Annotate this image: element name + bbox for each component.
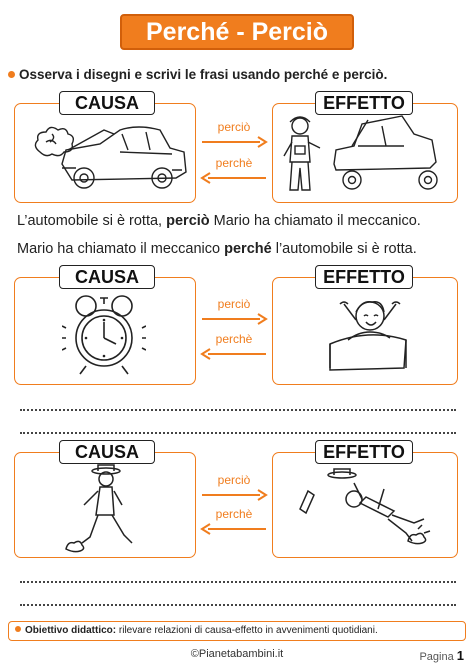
instruction	[8, 67, 387, 82]
objective-label: Obiettivo didattico:	[25, 625, 117, 636]
example-sentence-1: L’automobile si è rotta, perciò Mario ha chiamato il meccanico.	[17, 213, 421, 229]
arrow-label-backward: perchè	[215, 156, 253, 170]
instruction-text: Osserva i disegni e scrivi le frasi usando perché e perciò.	[19, 67, 388, 82]
walking-man-illustration	[62, 463, 152, 555]
mechanic-car-illustration	[278, 112, 454, 198]
cause-label: CAUSA	[59, 91, 155, 115]
arrow-right-icon	[200, 488, 268, 502]
waking-child-illustration	[326, 290, 408, 374]
arrow-label-backward: perchè	[215, 332, 253, 346]
objective-box	[8, 621, 466, 641]
answer-line[interactable]	[20, 604, 456, 606]
bullet-icon	[15, 626, 21, 632]
arrow-label-forward: perciò	[217, 473, 251, 487]
arrow-label-forward: perciò	[217, 120, 251, 134]
page-title: Perché - Perciò	[120, 14, 354, 50]
site-credit: ©Pianetabambini.it	[190, 648, 284, 660]
arrow-right-icon	[200, 135, 268, 149]
arrow-left-icon	[200, 347, 268, 361]
page-number: Pagina 1	[419, 648, 464, 663]
arrow-left-icon	[200, 522, 268, 536]
answer-line[interactable]	[20, 581, 456, 583]
arrow-left-icon	[200, 171, 268, 185]
effect-label: EFFETTO	[315, 440, 413, 464]
arrow-label-forward: perciò	[217, 297, 251, 311]
effect-label: EFFETTO	[315, 91, 413, 115]
answer-line[interactable]	[20, 432, 456, 434]
alarm-clock-illustration	[62, 292, 146, 378]
arrow-right-icon	[200, 312, 268, 326]
example-sentence-2: Mario ha chiamato il meccanico perché l’automobile si è rotta.	[17, 241, 417, 257]
arrow-label-backward: perchè	[215, 507, 253, 521]
broken-car-illustration	[22, 112, 190, 196]
cause-label: CAUSA	[59, 265, 155, 289]
objective-text: rilevare relazioni di causa-effetto in avvenimenti quotidiani.	[116, 625, 378, 636]
bullet-icon	[8, 71, 15, 78]
answer-line[interactable]	[20, 409, 456, 411]
cause-label: CAUSA	[59, 440, 155, 464]
effect-label: EFFETTO	[315, 265, 413, 289]
falling-man-illustration	[296, 465, 434, 545]
